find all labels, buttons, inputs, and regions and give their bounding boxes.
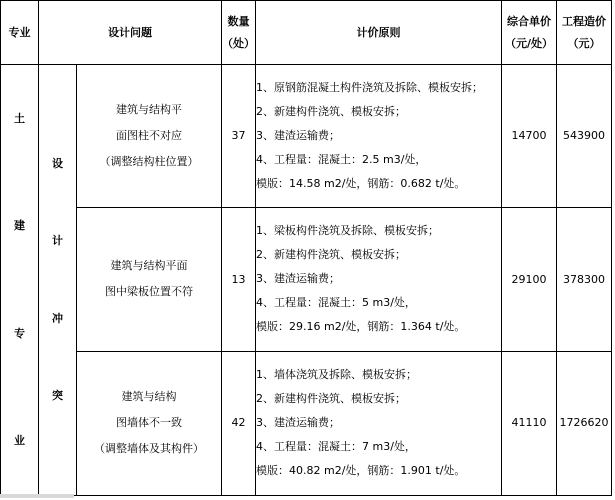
principle-line: 3、建渣运输费； [256, 416, 340, 430]
header-cost [557, 1, 612, 65]
table-row [1, 351, 612, 495]
qty-cell: 37 [222, 65, 256, 208]
issue-line: 图中梁板位置不符 [105, 285, 193, 299]
major-char: 土 [14, 111, 25, 125]
principle-line: 4、工程量：混凝土：5 m3/处， [256, 296, 416, 310]
principle-line: 2、新建构件浇筑、模板安拆； [256, 248, 406, 262]
category-char: 冲 [52, 311, 63, 325]
issue-cell [77, 351, 222, 495]
header-qty-line2: （处） [222, 36, 255, 50]
header-row [1, 1, 612, 65]
major-cell [1, 65, 39, 496]
major-char: 业 [14, 434, 25, 448]
issue-cell [77, 65, 222, 208]
header-issue: 设计问题 [39, 1, 222, 65]
qty-cell: 13 [222, 208, 256, 351]
cost-cell: 378300 [557, 208, 612, 351]
header-unit-price [502, 1, 557, 65]
unit-price-cell: 41110 [502, 351, 557, 495]
principle-line: 2、新建构件浇筑、模板安拆； [256, 105, 406, 119]
header-major: 专业 [1, 1, 39, 65]
issue-line: （调整墙体及其构件） [94, 442, 204, 456]
header-qty [222, 1, 256, 65]
principle-line: 模版：29.16 m2/处，钢筋：1.364 t/处。 [256, 320, 466, 334]
principle-line: 1、梁板构件浇筑及拆除、模板安拆； [256, 224, 439, 238]
principle-line: 模版：14.58 m2/处，钢筋：0.682 t/处。 [256, 177, 466, 191]
issue-line: 面图柱不对应 [116, 129, 182, 143]
principle-line: 2、新建构件浇筑、模板安拆； [256, 392, 406, 406]
cost-cell: 543900 [557, 65, 612, 208]
header-cost-line2: （元） [567, 36, 601, 50]
header-qty-line1: 数量 [227, 14, 250, 28]
unit-price-cell: 29100 [502, 208, 557, 351]
principle-cell [256, 351, 502, 495]
unit-price-cell: 14700 [502, 65, 557, 208]
issue-line: 图墙体不一致 [116, 416, 182, 430]
issue-line: 建筑与结构 [121, 390, 177, 404]
principle-cell [256, 65, 502, 208]
category-char: 突 [52, 389, 63, 403]
major-char: 建 [14, 219, 25, 233]
table-row [1, 208, 612, 351]
table-row [1, 65, 612, 208]
major-char: 专 [14, 326, 25, 340]
issue-cell [77, 208, 222, 351]
category-cell [39, 65, 77, 496]
issue-line: 建筑与结构平面 [110, 259, 188, 273]
principle-line: 3、建渣运输费； [256, 272, 340, 286]
principle-line: 1、原钢筋混凝土构件浇筑及拆除、模板安拆； [256, 81, 483, 95]
principle-line: 1、墙体浇筑及拆除、模板安拆； [256, 368, 417, 382]
principle-line: 模版：40.82 m2/处，钢筋：1.901 t/处。 [256, 464, 466, 478]
cost-cell: 1726620 [557, 351, 612, 495]
principle-line: 4、工程量：混凝土：7 m3/处， [256, 440, 416, 454]
header-cost-line1: 工程造价 [562, 14, 606, 28]
issue-line: 建筑与结构平 [116, 103, 182, 117]
principle-cell [256, 208, 502, 351]
issue-line: （调整结构柱位置） [99, 155, 199, 169]
qty-cell: 42 [222, 351, 256, 495]
header-unit-price-line1: 综合单价 [507, 14, 551, 28]
category-char: 设 [52, 156, 63, 170]
principle-line: 4、工程量：混凝土：2.5 m3/处， [256, 153, 427, 167]
principle-line: 3、建渣运输费； [256, 129, 340, 143]
header-principle: 计价原则 [256, 1, 502, 65]
page-shade-strip [0, 494, 74, 498]
category-char: 计 [52, 234, 63, 248]
header-unit-price-line2: （元/处） [504, 36, 554, 50]
